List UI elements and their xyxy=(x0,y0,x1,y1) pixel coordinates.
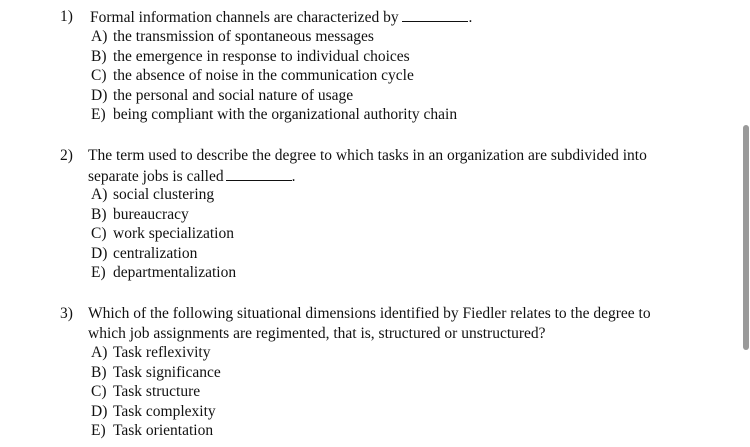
question-text-line-1: The term used to describe the degree to which tasks in an organization are subdivided into xyxy=(88,147,647,164)
option-b: B) Task significance xyxy=(91,363,221,381)
question-stem xyxy=(88,304,708,343)
question-number: 1) xyxy=(60,8,73,25)
option-d: D) the personal and social nature of usage xyxy=(91,86,354,104)
question-text: Formal information channels are characterized by xyxy=(90,9,399,26)
option-a: A) social clustering xyxy=(91,186,215,203)
option-e: E) departmentalization xyxy=(91,264,237,282)
question-number: 3) xyxy=(60,305,73,322)
question-stem xyxy=(88,146,688,186)
option-b: B) bureaucracy xyxy=(91,205,189,223)
answer-options xyxy=(91,185,236,283)
option-e: E) Task orientation xyxy=(91,422,214,440)
question-text-end: . xyxy=(468,9,473,26)
option-c: C) the absence of noise in the communication cycle xyxy=(91,67,414,85)
option-d: D) centralization xyxy=(91,244,198,262)
question-text-line-2: separate jobs is called . xyxy=(88,167,296,185)
option-b: B) the emergence in response to individual choices xyxy=(91,47,410,65)
option-a: A) the transmission of spontaneous messages xyxy=(91,28,374,45)
question-text-line-1: Which of the following situational dimensions identified by Fiedler relates to the degree to xyxy=(88,305,651,322)
answer-blank xyxy=(402,7,468,22)
option-c: C) Task structure xyxy=(91,383,201,401)
question-stem xyxy=(90,7,690,28)
question-number: 2) xyxy=(60,147,73,164)
answer-options xyxy=(91,27,457,125)
scrollbar-thumb[interactable] xyxy=(743,125,749,350)
vertical-scrollbar[interactable] xyxy=(742,0,750,447)
question-text-line-2: which job assignments are regimented, that is, structured or unstructured? xyxy=(88,324,546,342)
answer-options xyxy=(91,343,221,441)
answer-blank xyxy=(226,166,292,181)
option-e: E) being compliant with the organizational authority chain xyxy=(91,106,458,124)
option-c: C) work specialization xyxy=(91,225,234,243)
option-d: D) Task complexity xyxy=(91,402,216,420)
option-a: A) Task reflexivity xyxy=(91,344,211,361)
